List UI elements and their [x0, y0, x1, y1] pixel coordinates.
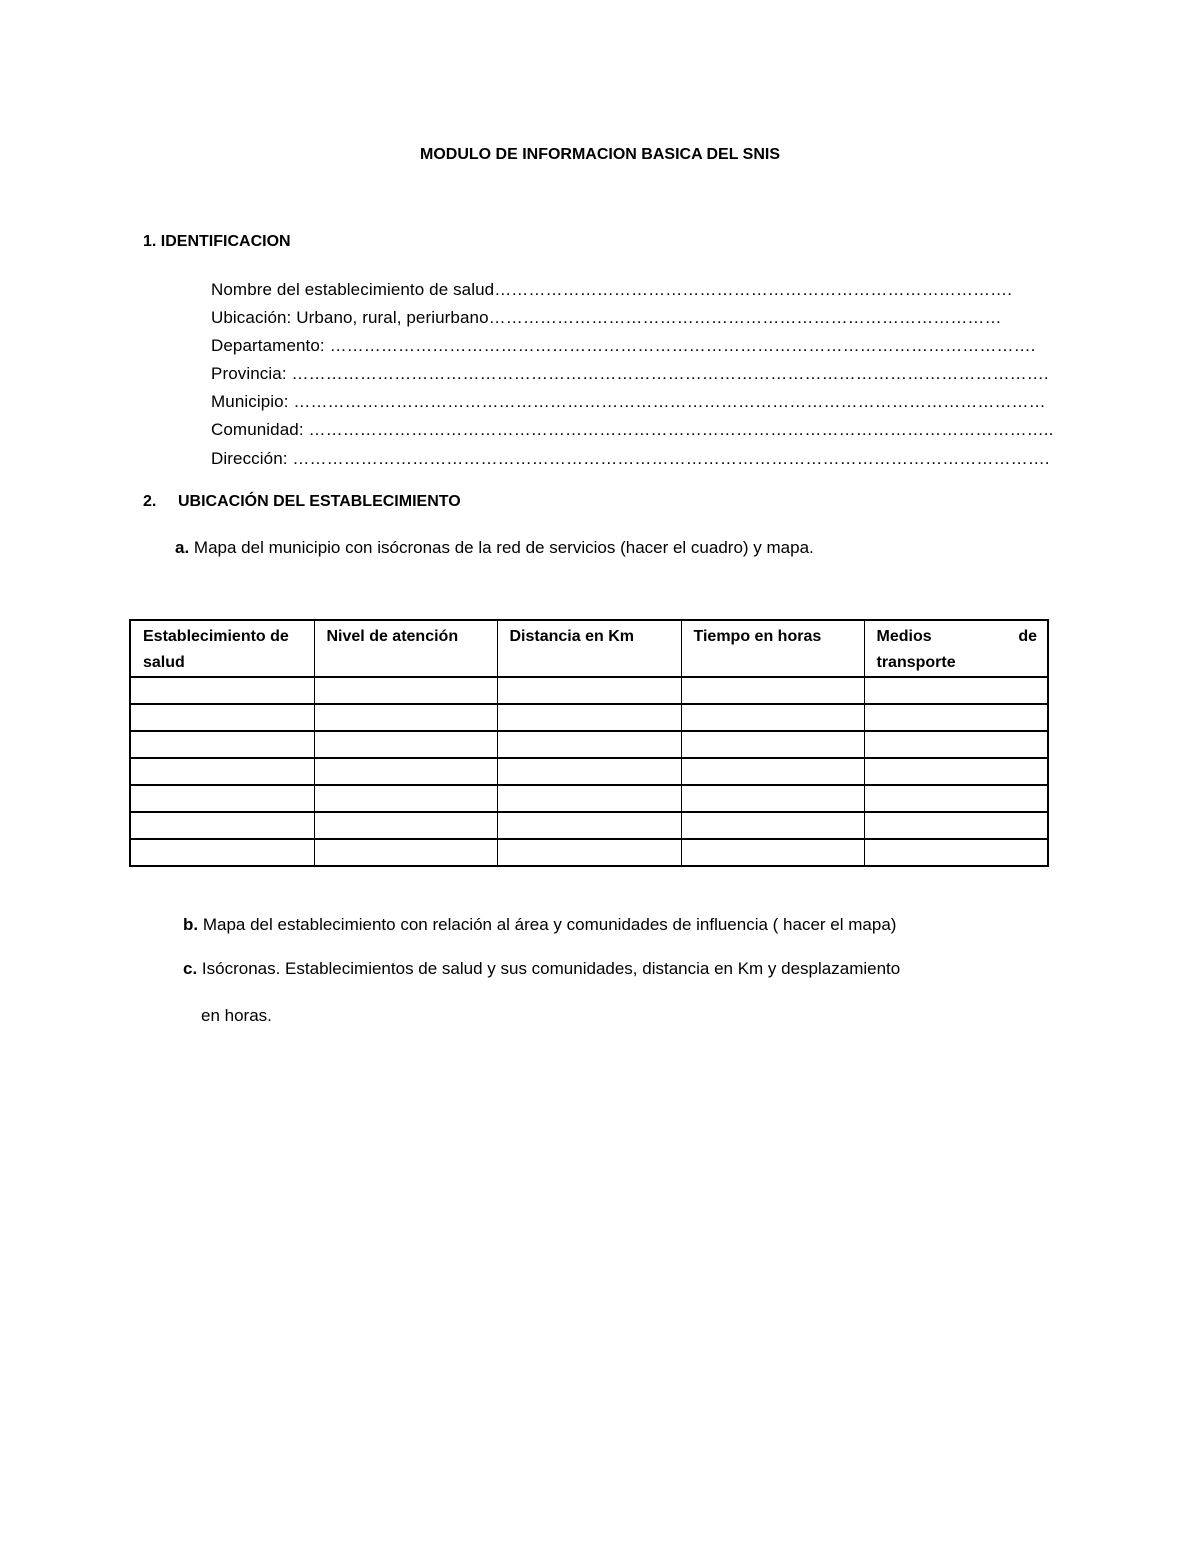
field-ubicacion: Ubicación: Urbano, rural, periurbano……………………………………………………………………………… — [211, 308, 1002, 327]
table-cell[interactable] — [681, 758, 864, 785]
table-row — [130, 839, 1048, 866]
table-cell[interactable] — [497, 785, 681, 812]
table-cell[interactable] — [864, 785, 1048, 812]
table-cell[interactable] — [314, 731, 497, 758]
table-cell[interactable] — [864, 758, 1048, 785]
item-b — [183, 915, 896, 935]
field-municipio: Municipio: …………………………………………………………………………………………………………………… — [211, 392, 1046, 411]
section-identificacion-heading: 1. IDENTIFICACION — [143, 233, 291, 250]
table-row — [130, 704, 1048, 731]
table-row — [130, 758, 1048, 785]
table-cell[interactable] — [497, 677, 681, 704]
field-departamento: Departamento: ……………………………………………………………………………………………………………. — [211, 336, 1036, 355]
header-establecimiento: Establecimiento de salud — [130, 620, 314, 677]
table-row — [130, 785, 1048, 812]
field-nombre-establecimiento: Nombre del establecimiento de salud………………………………………………………………………………. — [211, 280, 1013, 299]
item-c-text: Isócronas. Establecimientos de salud y sus comunidades, distancia en Km y desplazamiento — [197, 959, 901, 978]
table-cell[interactable] — [497, 839, 681, 866]
item-a-letter: a. — [175, 538, 190, 557]
header-de-word: de — [1018, 628, 1037, 645]
field-comunidad: Comunidad: ………………………………………………………………………………………………………………….. — [211, 420, 1054, 439]
document-title: MODULO DE INFORMACION BASICA DEL SNIS — [419, 146, 780, 163]
table-cell[interactable] — [864, 812, 1048, 839]
header-tiempo: Tiempo en horas — [681, 620, 864, 677]
table-cell[interactable] — [497, 731, 681, 758]
field-direccion: Dirección: ……………………………………………………………………………………………………………………. — [211, 449, 1050, 468]
item-a-text: Mapa del municipio con isócronas de la red de servicios (hacer el cuadro) y mapa. — [189, 538, 814, 557]
table-cell[interactable] — [864, 704, 1048, 731]
table-cell[interactable] — [314, 677, 497, 704]
table-row — [130, 677, 1048, 704]
table-cell[interactable] — [497, 758, 681, 785]
table-row — [130, 812, 1048, 839]
table-cell[interactable] — [681, 785, 864, 812]
header-transporte-word: transporte — [876, 654, 956, 671]
table-cell[interactable] — [681, 704, 864, 731]
item-c — [183, 959, 900, 979]
table-cell[interactable] — [314, 812, 497, 839]
section-title: UBICACIÓN DEL ESTABLECIMIENTO — [178, 493, 461, 510]
section-ubicacion-heading — [143, 493, 461, 511]
item-a — [175, 538, 814, 558]
item-c-letter: c. — [183, 959, 198, 978]
section-number: 2. — [143, 493, 157, 510]
table-header-row — [130, 620, 1048, 677]
table-cell[interactable] — [130, 758, 314, 785]
field-provincia: Provincia: ……………………………………………………………………………………………………………………. — [211, 364, 1049, 383]
table-cell[interactable] — [314, 758, 497, 785]
table-cell[interactable] — [130, 704, 314, 731]
table-cell[interactable] — [314, 704, 497, 731]
table-cell[interactable] — [864, 839, 1048, 866]
table-cell[interactable] — [130, 839, 314, 866]
table-cell[interactable] — [314, 785, 497, 812]
table-cell[interactable] — [681, 731, 864, 758]
table-row — [130, 731, 1048, 758]
table-cell[interactable] — [681, 839, 864, 866]
table-cell[interactable] — [497, 704, 681, 731]
isocronas-table — [129, 619, 1049, 867]
header-medios-transporte — [864, 620, 1048, 677]
table-cell[interactable] — [681, 677, 864, 704]
header-nivel-atencion: Nivel de atención — [314, 620, 497, 677]
header-medios-word: Medios — [876, 628, 932, 645]
header-distancia: Distancia en Km — [497, 620, 681, 677]
item-b-letter: b. — [183, 915, 199, 934]
item-c-continuation: en horas. — [201, 1006, 272, 1025]
table-cell[interactable] — [314, 839, 497, 866]
table-cell[interactable] — [130, 812, 314, 839]
item-b-text: Mapa del establecimiento con relación al área y comunidades de influencia ( hacer el mapa) — [198, 915, 897, 934]
table-cell[interactable] — [130, 731, 314, 758]
table-cell[interactable] — [497, 812, 681, 839]
table-cell[interactable] — [681, 812, 864, 839]
table-cell[interactable] — [864, 677, 1048, 704]
table-cell[interactable] — [864, 731, 1048, 758]
table-cell[interactable] — [130, 785, 314, 812]
table-cell[interactable] — [130, 677, 314, 704]
